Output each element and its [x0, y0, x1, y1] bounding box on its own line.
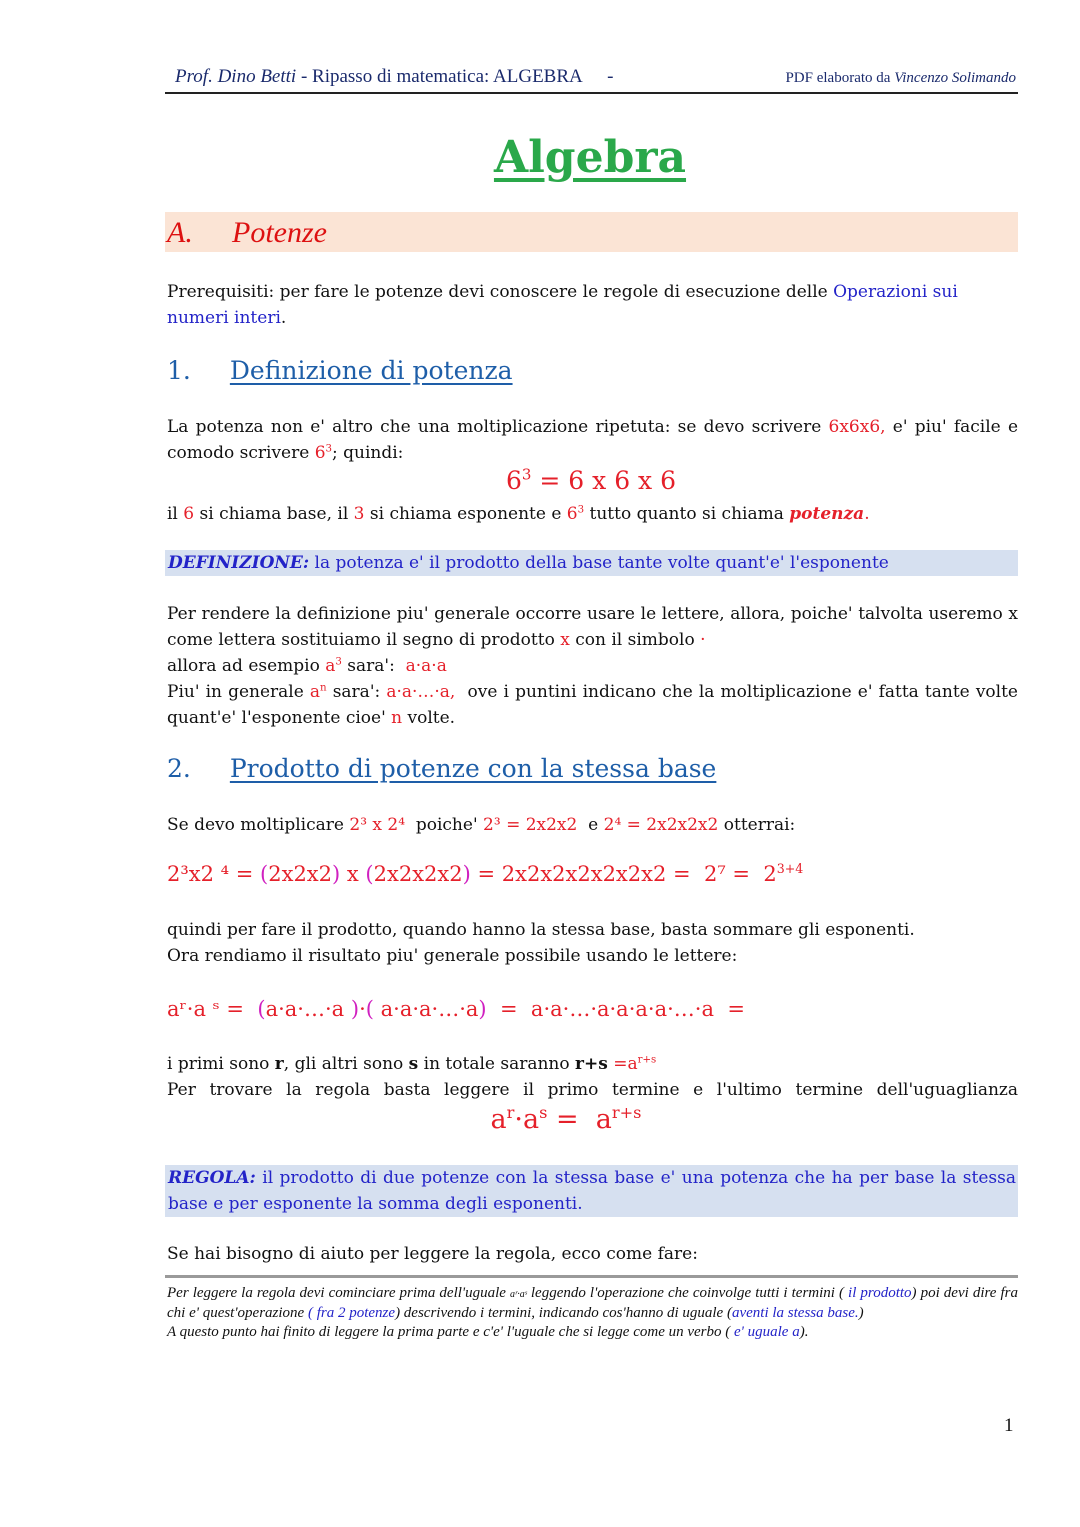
section-a-banner — [165, 212, 1018, 252]
header-pdf-author: Vincenzo Solimando — [894, 70, 1016, 86]
f2-d: ) — [332, 862, 341, 886]
p4-c1: 2³ = 2x2x2 — [483, 815, 578, 835]
f4-r: r — [506, 1103, 515, 1122]
p2-pow-exp: 3 — [577, 504, 585, 516]
p2-power — [567, 504, 584, 524]
p2-b: si chiama base, il — [194, 504, 354, 524]
f3-b: ( — [257, 997, 266, 1021]
formula1-rest: = 6 x 6 x 6 — [531, 466, 676, 495]
note-b: leggendo l'operazione che coinvolge tutti i termini ( — [526, 1285, 849, 1301]
p6-result — [608, 1054, 656, 1074]
p2-six: 6 — [183, 504, 195, 524]
p3-l3a: Piu' in generale — [167, 682, 310, 702]
note-separator — [165, 1275, 1018, 1278]
p4-b: poiche' — [405, 815, 484, 835]
p3-an-exp: n — [320, 682, 327, 694]
rule-derivation-paragraph — [167, 1051, 1018, 1103]
f4-b: ·a — [514, 1104, 540, 1135]
f3-g: a·a·a·…·a — [373, 997, 479, 1021]
f2-f: ( — [365, 862, 374, 886]
p1-power — [315, 443, 332, 463]
f2-h: ) — [462, 862, 471, 886]
p3-l2a: allora ad esempio — [167, 656, 326, 676]
p4-e: e — [577, 815, 604, 835]
note-d: ) poi devi dire fra chi e' quest'operazione — [167, 1285, 1018, 1321]
rule-label: REGOLA: — [168, 1168, 256, 1188]
p2-three: 3 — [353, 504, 365, 524]
terms-paragraph — [167, 501, 1018, 527]
formula1-exp: 3 — [521, 465, 532, 484]
header-right — [785, 70, 1016, 87]
definition-paragraph — [167, 414, 1018, 466]
p2-d: tutto quanto si chiama — [584, 504, 790, 524]
note-c: il prodotto — [848, 1285, 912, 1301]
footnote-box — [167, 1284, 1018, 1342]
f2-g: 2x2x2x2 — [373, 862, 463, 886]
f4-a: a — [490, 1104, 507, 1135]
f4-c: = a — [547, 1104, 612, 1135]
p1-text-a: La potenza non e' altro che una moltiplicazione ripetuta: se devo scrivere — [167, 417, 829, 437]
prereq-end: . — [280, 308, 287, 328]
rule-text: il prodotto di due potenze con la stessa base e' una potenza che ha per base la stessa base e per esponente la somma degli esponenti. — [168, 1168, 1016, 1214]
p6-c: in totale saranno — [418, 1054, 576, 1074]
definition-label: DEFINIZIONE: — [168, 553, 310, 573]
p3-l1b: con il simbolo — [569, 630, 701, 650]
p2-a: il — [167, 504, 184, 524]
p4-a: Se devo moltiplicare — [167, 815, 350, 835]
rule-box — [165, 1165, 1018, 1217]
p3-dot: · — [700, 630, 706, 650]
general-definition-paragraph — [167, 601, 1024, 731]
p3-l3b: sara': — [326, 682, 387, 702]
section-a-title: Potenze — [232, 216, 327, 249]
section-1-number: 1. — [167, 356, 191, 385]
p2-word: potenza — [789, 504, 865, 524]
help-text: Se hai bisogno di aiuto per leggere la regola, ecco come fare: — [167, 1244, 698, 1264]
p6-rs: r+s — [575, 1054, 608, 1074]
p3-l3c: ove i puntini indicano che la moltiplicazione e' fatta tante volte quant'e' l'esponente cioe' — [167, 682, 1024, 728]
p1-example: 6x6x6, — [828, 417, 886, 437]
p3-l2b: sara': — [341, 656, 406, 676]
section-a-letter: A. — [167, 216, 193, 249]
section-1-title: Definizione di potenza — [229, 356, 513, 385]
page-number: 1 — [1004, 1415, 1014, 1436]
p3-l3d: volte. — [402, 708, 456, 728]
help-line — [167, 1241, 1018, 1267]
p1-text-b: e' piu' facile e comodo scrivere — [167, 417, 1019, 463]
p3-adots: a·a·…·a, — [386, 682, 456, 702]
prereq-text: Prerequisiti: per fare le potenze devi conoscere le regole di esecuzione delle — [167, 282, 834, 302]
f3-e: · — [359, 997, 366, 1021]
f2-e: x — [340, 862, 366, 886]
p4-c2: 2⁴ = 2x2x2x2 — [603, 815, 719, 835]
formula-product-numeric — [167, 862, 803, 886]
f4-s: s — [539, 1103, 548, 1122]
p3-x: x — [560, 630, 570, 650]
section-2-number: 2. — [167, 754, 191, 783]
header-topic: Ripasso di matematica: ALGEBRA — [312, 66, 583, 87]
p3-a3 — [325, 656, 342, 676]
p2-c: si chiama esponente e — [364, 504, 567, 524]
p6-d-exp: r+s — [637, 1054, 657, 1066]
f3-f: ( — [365, 997, 374, 1021]
p1-power-base: 6 — [314, 443, 326, 463]
p6-d: =a — [607, 1054, 638, 1074]
f2-c: 2x2x2 — [268, 862, 333, 886]
note-f: ) descrivendo i termini, indicando cos'hanno di uguale ( — [395, 1305, 732, 1321]
section-2-title: Prodotto di potenze con la stessa base — [229, 754, 717, 783]
header-left — [175, 66, 638, 88]
product-intro — [167, 812, 1018, 838]
note-a: Per leggere la regola devi cominciare prima dell'uguale — [167, 1285, 510, 1301]
f2-j: 3+4 — [776, 861, 804, 876]
p6-l2: Per trovare la regola basta leggere il primo termine e l'ultimo termine dell'uguaglianza — [167, 1080, 1018, 1100]
header-sep: - — [296, 66, 313, 87]
page-title: Algebra — [493, 132, 687, 183]
note-k: ). — [799, 1324, 809, 1340]
f3-a: aʳ·a ˢ = — [167, 997, 258, 1021]
definition-box — [165, 550, 1018, 576]
f4-rs: r+s — [611, 1103, 642, 1122]
formula-product-rule — [0, 1104, 1080, 1135]
prereq-link[interactable]: Operazioni sui numeri interi — [167, 282, 958, 328]
formula-product-letters — [167, 997, 745, 1021]
note-i: A questo punto hai finito di leggere la prima parte e c'e' l'uguale che si legge come un verbo ( — [167, 1324, 735, 1340]
formula-6-cubed — [0, 466, 1080, 495]
p6-r: r — [274, 1054, 284, 1074]
f3-i: = a·a·…·a·a·a·a·…·a = — [486, 997, 745, 1021]
p5-l2: Ora rendiamo il risultato piu' generale possibile usando le lettere: — [167, 946, 738, 966]
note-e: ( fra 2 potenze — [307, 1305, 396, 1321]
sum-exponents-paragraph — [167, 917, 1018, 969]
p3-a3-base: a — [325, 656, 336, 676]
definition-text: la potenza e' il prodotto della base tante volte quant'e' l'esponente — [309, 553, 889, 573]
p1-power-exp: 3 — [325, 443, 333, 455]
f2-b: ( — [260, 862, 269, 886]
p5-l1: quindi per fare il prodotto, quando hanno la stessa base, basta sommare gli esponenti. — [167, 920, 915, 940]
p3-l1: Per rendere la definizione piu' generale occorre usare le lettere, allora, poiche' talvolta useremo x come lettera sostituiamo il segno di prodotto — [167, 604, 1018, 650]
section-1-heading — [167, 356, 513, 385]
note-g: aventi la stessa base. — [731, 1305, 859, 1321]
note-j: e' uguale a — [734, 1324, 800, 1340]
f2-i: = 2x2x2x2x2x2x2 = 2⁷ = 2 — [470, 862, 777, 886]
header-sep2: - — [607, 66, 614, 87]
f3-d: ) — [350, 997, 360, 1021]
p6-b: , gli altri sono — [283, 1054, 409, 1074]
note-ar: aʳ·aˢ — [509, 1289, 527, 1300]
header-pdf-prefix: PDF elaborato da — [785, 70, 895, 86]
f3-h: ) — [478, 997, 487, 1021]
f2-a: 2³x2 ⁴ = — [167, 862, 261, 886]
note-h: ) — [858, 1305, 864, 1321]
p6-s: s — [408, 1054, 419, 1074]
p3-an — [310, 682, 327, 702]
p3-aaa: a·a·a — [405, 656, 447, 676]
p3-a3-exp: 3 — [335, 656, 342, 668]
p1-text-c: ; quindi: — [332, 443, 404, 463]
section-2-heading — [167, 754, 716, 783]
p2-pow-base: 6 — [566, 504, 578, 524]
p4-m: 2³ x 2⁴ — [349, 815, 406, 835]
p3-n: n — [391, 708, 403, 728]
formula1-base: 6 — [506, 466, 522, 495]
p4-f: otterrai: — [718, 815, 796, 835]
f3-c: a·a·…·a — [265, 997, 351, 1021]
p2-dot: . — [864, 504, 870, 524]
p3-an-base: a — [309, 682, 321, 702]
p6-a: i primi sono — [167, 1054, 275, 1074]
header-author: Prof. Dino Betti — [175, 66, 297, 87]
prerequisites — [167, 279, 1018, 331]
